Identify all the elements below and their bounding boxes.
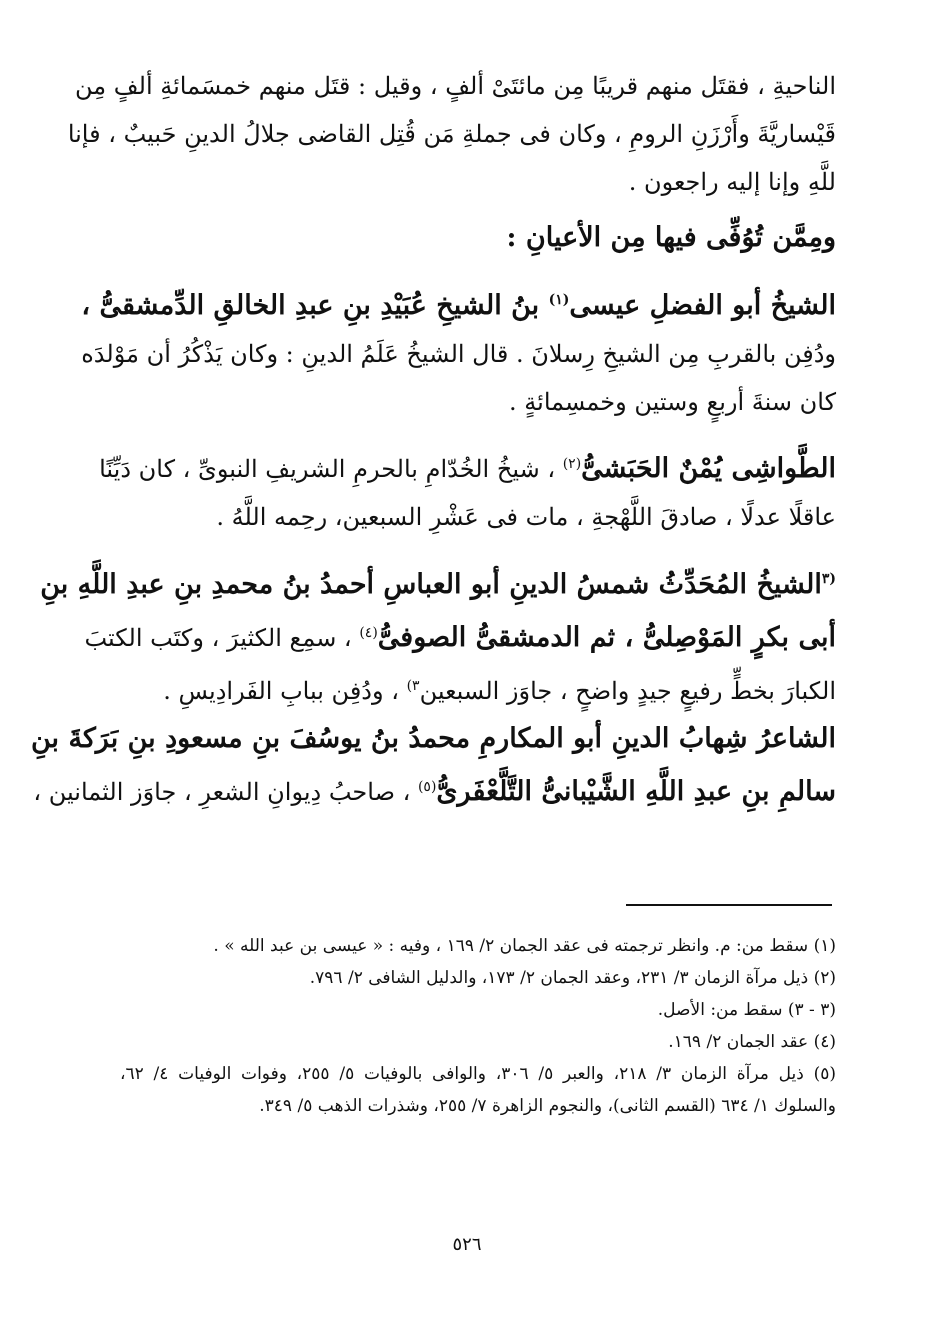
text-span: الكبارَ بخطٍّ رفيعٍ جيدٍ واضحٍ ، جاوَز السبعين — [419, 677, 836, 705]
entry-line — [120, 662, 836, 715]
footnote-marker: (٥) — [417, 779, 437, 795]
footnote: (٣ - ٣) سقط من: الأصل. — [657, 1000, 836, 1020]
footnote: والسلوك ١/ ٦٣٤ (القسم الثانى)، والنجوم الزاهرة ٧/ ٢٥٥، وشذرات الذهب ٥/ ٣٤٩. — [259, 1096, 836, 1116]
footnote-marker: (٢) — [562, 456, 582, 472]
entry-name: الطَّواشِى يُمْنٌ الحَبَشىُّ — [581, 453, 836, 484]
text-span: ، ودُفِن ببابِ الفَرادِيسِ . — [163, 677, 407, 705]
entry-name: الشيخُ المُحَدِّثُ شمسُ الدينِ أبو العباسِ أحمدُ بنُ محمدِ بنِ عبدِ اللَّهِ بنِ — [40, 569, 822, 600]
section-heading: ومِمَّن تُوُفِّى فيها مِن الأعيانِ : — [506, 222, 836, 253]
entry-title: الشاعرُ شِهابُ الدينِ أبو المكارمِ محمدُ بنُ يوسُفَ بنِ مسعودِ بنِ بَرَكةَ بنِ — [31, 723, 836, 754]
footnote-marker: (٣ — [821, 571, 836, 587]
text-line: ودُفِن بالقربِ مِن الشيخِ رِسلانَ . قال الشيخُ عَلَمُ الدينِ : وكان يَذْكُرُ أن مَوْلدَه — [81, 340, 836, 368]
entry-line — [33, 763, 836, 816]
text-line: للَّهِ وإنا إليه راجعون . — [628, 168, 836, 196]
text-span: ، سمِع الكثيرَ ، وكتَب الكتبَ — [84, 624, 360, 652]
entry-title — [81, 276, 836, 330]
footnote: (٤) عقد الجمان ٢/ ١٦٩. — [668, 1032, 836, 1052]
entry-name: أبى بكرٍ المَوْصِلىُّ ، ثم الدمشقىُّ الصوفىُّ — [377, 622, 836, 653]
page-number: ٥٢٦ — [452, 1234, 482, 1255]
text-line: عاقلًا عدلًا ، صادقَ اللَّهْجةِ ، مات فى عَشْرِ السبعين، رحِمه اللَّهُ . — [216, 503, 836, 531]
footnotes — [120, 930, 836, 1122]
text-line: الناحيةِ ، فقتَل منهم قريبًا مِن مائتَىْ ألفٍ ، وقيل : قتَل منهم خمسَمائةِ ألفٍ مِن — [75, 72, 836, 100]
footnote-marker: ٣) — [406, 678, 420, 694]
entry-name: سالمِ بنِ عبدِ اللَّهِ الشَّيْبانىُّ التَّلَّعْفَرىُّ — [436, 776, 836, 807]
footnote-marker: (٤) — [359, 625, 378, 641]
text-span: ، شيخُ الخُدّامِ بالحرمِ الشريفِ النبوىِّ ، كان دَيِّنًا — [99, 455, 563, 483]
entry-line — [84, 609, 836, 662]
text-line: قَيْساريَّةَ وأَرْزَنِ الرومِ ، وكان فى جملةِ مَن قُتِل القاضى جلالُ الدينِ حَبيبٌ ، فإنا — [67, 120, 836, 148]
entry-name: الشيخُ أبو الفضلِ عيسى — [569, 290, 836, 321]
entry-line — [99, 440, 836, 493]
footnote: (٢) ذيل مرآة الزمان ٣/ ٢٣١، وعقد الجمان ٢/ ١٧٣، والدليل الشافى ٢/ ٧٩٦. — [309, 968, 836, 988]
text-line: كان سنةَ أربعٍ وستين وخمسِمائةٍ . — [509, 388, 836, 416]
entry-name-rest: بنُ الشيخِ عُبَيْدِ بنِ عبدِ الخالقِ الدِّمشقىُّ ، — [81, 290, 549, 321]
footnote: (٥) ذيل مرآة الزمان ٣/ ٢١٨، والعبر ٥/ ٣٠٦، والوافى بالوفيات ٥/ ٢٥٥، وفوات الوفيات ٤/ ٦٢، — [120, 1064, 836, 1084]
footnote: (١) سقط من: م. وانظر ترجمته فى عقد الجمان ٢/ ١٦٩ ، وفيه : « عيسى بن عبد الله » . — [213, 936, 836, 956]
footnote-divider — [626, 904, 832, 906]
entry-title — [40, 555, 836, 609]
text-span: ، صاحبُ دِيوانِ الشعرِ ، جاوَز الثمانين ، — [33, 778, 418, 806]
main-text — [31, 62, 836, 816]
footnote-marker: (١) — [548, 292, 570, 308]
